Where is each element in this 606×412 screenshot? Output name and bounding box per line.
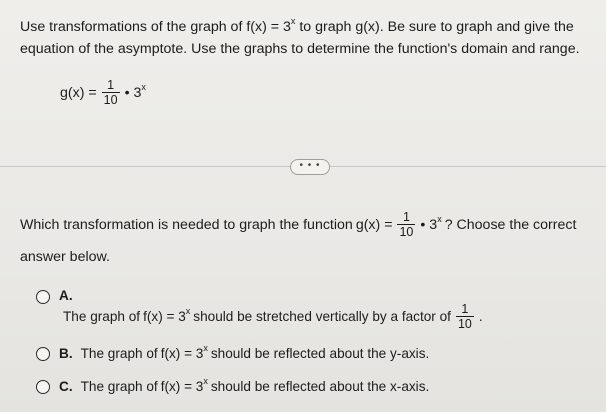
choice-b-f-exponent: x (203, 343, 208, 353)
choice-c[interactable] (36, 376, 430, 394)
choice-c-f-base: f(x) = 3 (160, 379, 204, 394)
question-text-2: ? Choose the correct (444, 216, 577, 233)
question-text-1: Which transformation is needed to graph the function (20, 216, 353, 233)
g-rhs-exponent: x (141, 81, 146, 92)
choice-c-text (80, 376, 430, 394)
choice-b-text (80, 343, 430, 361)
choice-b-f-base: f(x) = 3 (160, 346, 204, 361)
g-rhs (124, 81, 146, 101)
f-function-label: f(x) = 3 (246, 19, 291, 35)
question-text-3: answer below. (20, 249, 110, 265)
choice-c-letter: C. (59, 379, 73, 394)
question-g-rhs-exponent: x (437, 213, 442, 224)
g-rhs-base: • 3 (124, 84, 142, 101)
choice-b-radio[interactable] (36, 347, 50, 361)
fraction-numerator: 1 (107, 78, 115, 92)
g-lhs: g(x) = (60, 84, 97, 101)
choice-a-text-1: The graph of (63, 309, 141, 324)
question-fraction-numerator: 1 (402, 210, 410, 224)
prompt-text-3: equation of the asymptote. Use the graphs to determine the function's domain and range. (20, 41, 580, 57)
question (20, 210, 576, 239)
f-function-exponent: x (290, 16, 296, 26)
choice-a-fraction-denominator: 10 (457, 317, 472, 331)
choice-b-text-2: should be reflected about the y-axis. (210, 346, 430, 361)
choice-a-fraction-numerator: 1 (461, 302, 469, 316)
question-g-rhs-base: • 3 (420, 216, 438, 233)
question-g-rhs (420, 213, 442, 233)
choice-a-label[interactable] (63, 302, 483, 331)
problem-prompt (20, 16, 600, 60)
choice-c-text-2: should be reflected about the x-axis. (210, 379, 430, 394)
fraction (102, 78, 120, 107)
choice-c-text-1: The graph of (80, 379, 158, 394)
choice-c-f (160, 376, 208, 394)
choice-a-f (143, 306, 191, 324)
fraction-denominator: 10 (103, 93, 118, 107)
choice-b-text-1: The graph of (80, 346, 158, 361)
f-function (246, 16, 296, 35)
prompt-text-2: to graph g(x). Be sure to graph and give the (295, 19, 574, 35)
choice-b-f (160, 343, 208, 361)
choice-b[interactable] (36, 343, 430, 361)
choice-c-f-exponent: x (203, 376, 208, 386)
choice-a-radio[interactable] (36, 290, 50, 304)
question-fraction-denominator: 10 (399, 225, 414, 239)
choice-a-letter: A. (59, 288, 73, 303)
choice-a-fraction (456, 302, 474, 331)
choice-b-letter: B. (59, 346, 73, 361)
question-fraction (397, 210, 415, 239)
question-g-lhs: g(x) = (355, 216, 393, 233)
choice-a-f-exponent: x (185, 306, 191, 316)
choice-a-text (63, 302, 483, 331)
g-function-definition (60, 78, 146, 107)
choice-a-f-base: f(x) = 3 (143, 309, 186, 324)
prompt-text-1: Use transformations of the graph of (20, 19, 247, 35)
choice-c-radio[interactable] (36, 380, 50, 394)
choice-a-text-2: should be stretched vertically by a factor of (193, 309, 451, 324)
expand-more-button[interactable]: • • • (290, 159, 330, 175)
choice-a-period: . (478, 309, 483, 324)
